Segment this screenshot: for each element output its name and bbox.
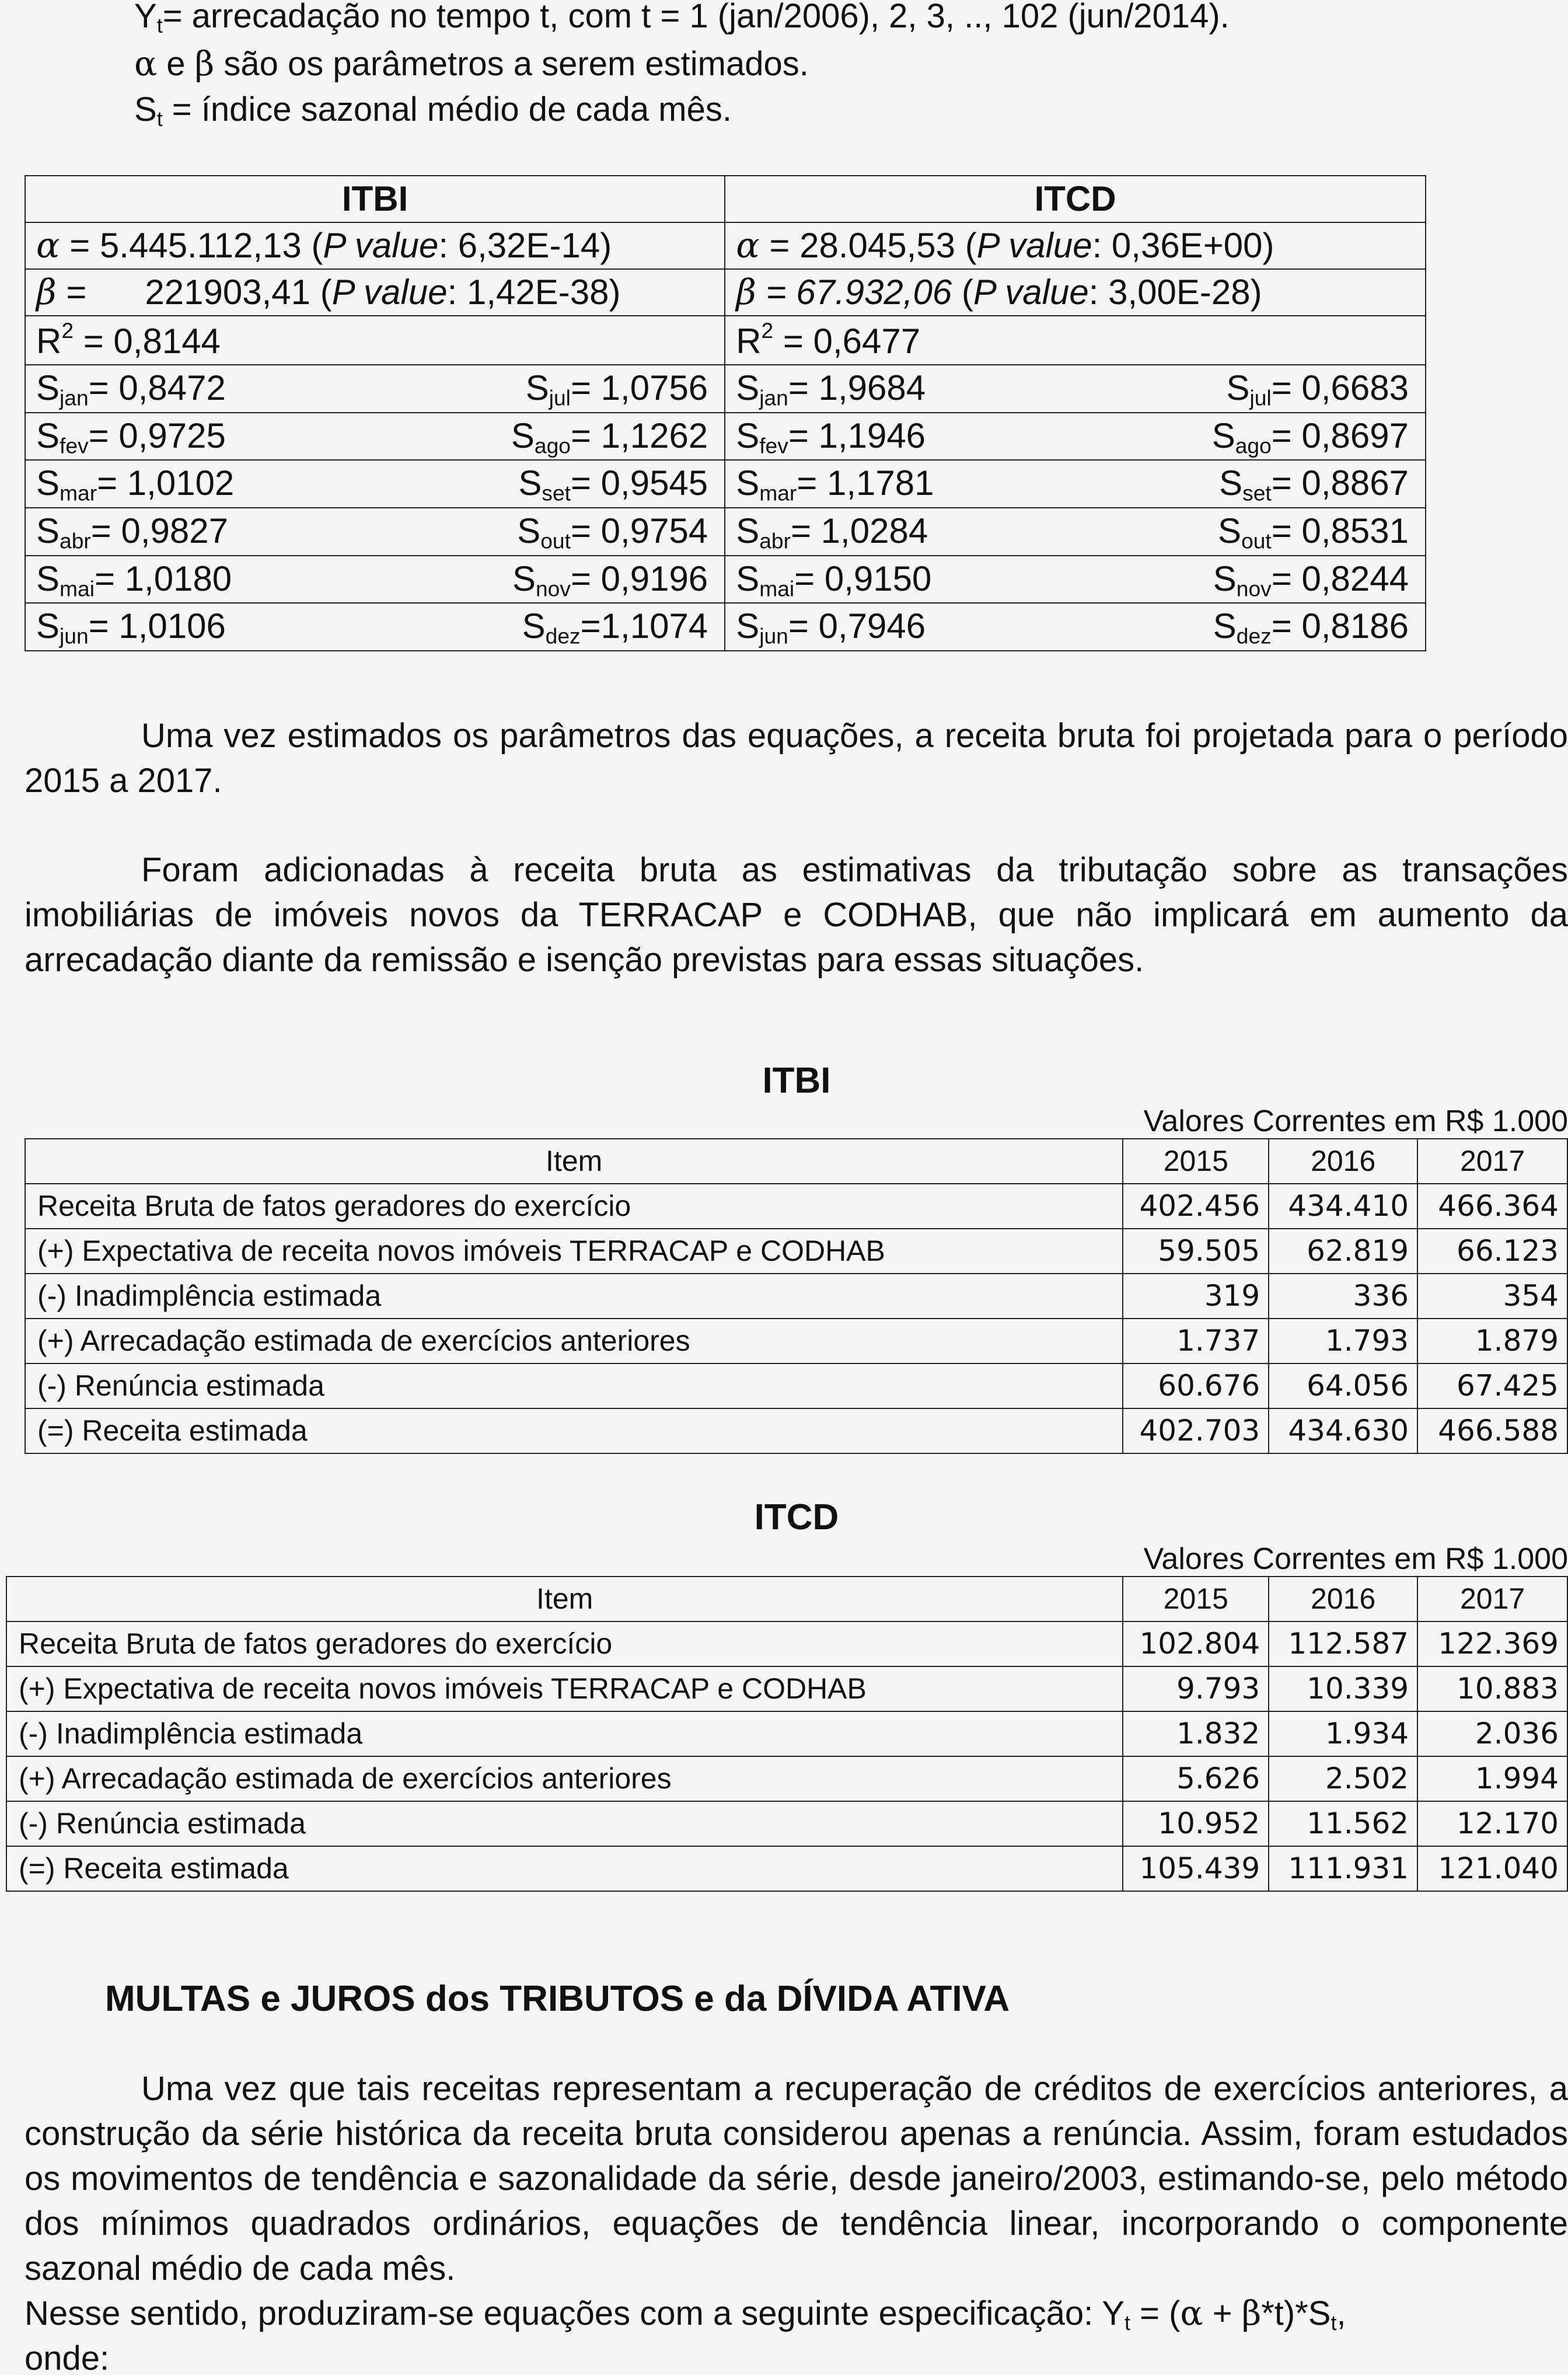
paragraph-multas-juros: Uma vez que tais receitas representam a recuperação de créditos de exercícios anteriores, a construção da série histórica da receita bruta considerou apenas a renúncia. Assim, foram estudados os movimentos de tendência e sazonalidade da série, desde janeiro/2003, estimando-se, pelo método dos mínimos quadrados ordinários, equações de tendência linear, incorporando o componente sazonal médio de cada mês. [25,2070,1568,2287]
itcd-header-item: Item [6,1577,1123,1621]
itcd-header-2017: 2017 [1417,1577,1567,1621]
table-row [25,1184,1567,1229]
paragraph-projection: Uma vez estimados os parâmetros das equações, a receita bruta foi projetada para o período 2015 a 2017. [25,717,1568,800]
itcd-header-2016: 2016 [1269,1577,1417,1621]
seasonal-index: $S_{jul}= 1,0756$ [525,368,708,410]
seasonal-row [25,365,1426,413]
table-row [6,1801,1567,1846]
row-value: 1.737 [1123,1319,1269,1363]
seasonal-index: $S_{nov}= 0,9196$ [512,559,708,601]
seasonal-index: $S_{jul}= 0,6683$ [1226,368,1409,410]
row-label: Receita Bruta de fatos geradores do exercício [25,1184,1123,1229]
seasonal-cell-itcd [725,508,1426,556]
r2-itcd: $R^2 = 0,6477$ [725,316,1426,365]
row-value: 1.832 [1123,1711,1269,1756]
row-value: 66.123 [1417,1229,1567,1274]
row-value: 60.676 [1123,1363,1269,1408]
row-label: (+) Arrecadação estimada de exercícios anteriores [25,1319,1123,1363]
row-value: 434.630 [1269,1408,1417,1453]
seasonal-index: $S_{mar}= 1,0102$ [36,463,235,505]
parameters-table [25,175,1426,651]
row-value: 2.036 [1417,1711,1567,1756]
seasonal-index: $S_{set}= 0,9545$ [518,463,708,505]
seasonal-cell-itcd [725,365,1426,413]
table-row [25,1319,1567,1363]
seasonal-index: $S_{ago}= 0,8697$ [1211,416,1409,458]
seasonal-index: $S_{dez}=1,1074$ [522,606,708,648]
paragraph-onde: onde: [25,2339,110,2375]
row-value: 112.587 [1269,1621,1417,1666]
row-label: (-) Inadimplência estimada [25,1274,1123,1319]
seasonal-cell-itbi [25,460,725,508]
seasonal-row [25,556,1426,604]
itbi-header-2015: 2015 [1123,1139,1269,1184]
table-row [6,1846,1567,1891]
seasonal-index: $S_{nov}= 0,8244$ [1213,559,1409,601]
seasonal-index: $S_{out}= 0,9754$ [517,511,708,553]
row-value: 1.879 [1417,1319,1567,1363]
table-row [6,1666,1567,1711]
itbi-table [25,1138,1568,1454]
seasonal-cell-itbi [25,508,725,556]
itbi-header-2016: 2016 [1269,1139,1417,1184]
table-row [25,1229,1567,1274]
row-value: 2.502 [1269,1756,1417,1801]
row-value: 10.883 [1417,1666,1567,1711]
seasonal-index: $S_{mai}= 1,0180$ [36,559,232,601]
seasonal-index: $S_{fev}= 0,9725$ [36,416,226,458]
seasonal-index: $S_{set}= 0,8867$ [1219,463,1409,505]
row-value: 102.804 [1123,1621,1269,1666]
seasonal-index: $S_{ago}= 1,1262$ [511,416,708,458]
row-value: 105.439 [1123,1846,1269,1891]
paragraph-terracap: Foram adicionadas à receita bruta as estimativas da tributação sobre as transações imobiliárias de imóveis novos da TERRACAP e CODHAB, que não implicará em aumento da arrecadação diante da remissão e isenção previstas para essas situações. [25,851,1568,979]
row-value: 466.364 [1417,1184,1567,1229]
itbi-table-unit: Valores Correntes em R$ 1.000 [1143,1104,1568,1138]
seasonal-index: $S_{jan}= 1,9684$ [736,368,926,410]
table-row [25,1408,1567,1453]
seasonal-cell-itcd [725,413,1426,461]
row-value: 354 [1417,1274,1567,1319]
seasonal-cell-itbi [25,365,725,413]
seasonal-row [25,603,1426,651]
row-value: 402.703 [1123,1408,1269,1453]
param-header-itcd: ITCD [725,176,1426,222]
seasonal-index: $S_{jun}= 0,7946$ [736,606,926,648]
row-value: 336 [1269,1274,1417,1319]
row-label: (=) Receita estimada [25,1408,1123,1453]
row-label: Receita Bruta de fatos geradores do exercício [6,1621,1123,1666]
row-value: 111.931 [1269,1846,1417,1891]
row-value: 1.934 [1269,1711,1417,1756]
row-label: (+) Expectativa de receita novos imóveis TERRACAP e CODHAB [25,1229,1123,1274]
row-value: 59.505 [1123,1229,1269,1274]
seasonal-cell-itbi [25,556,725,604]
alpha-itbi: α = 5.445.112,13 (P value: 6,32E-14) [25,222,725,269]
row-value: 466.588 [1417,1408,1567,1453]
row-label: (-) Renúncia estimada [25,1363,1123,1408]
definition-st: $S_t$ = índice sazonal médio de cada mês. [134,90,732,131]
table-row [6,1711,1567,1756]
itbi-header-item: Item [25,1139,1123,1184]
seasonal-index: $S_{abr}= 0,9827$ [36,511,229,553]
table-row [6,1756,1567,1801]
seasonal-row [25,508,1426,556]
row-value: 10.339 [1269,1666,1417,1711]
seasonal-index: $S_{jan}= 0,8472$ [36,368,226,410]
seasonal-index: $S_{jun}= 1,0106$ [36,606,226,648]
seasonal-index: $S_{mar}= 1,1781$ [736,463,934,505]
table-row [6,1621,1567,1666]
row-label: (-) Renúncia estimada [6,1801,1123,1846]
section-heading: MULTAS e JUROS dos TRIBUTOS e da DÍVIDA ATIVA [105,1979,1010,2019]
seasonal-cell-itcd [725,460,1426,508]
row-value: 12.170 [1417,1801,1567,1846]
itcd-table-unit: Valores Correntes em R$ 1.000 [1143,1542,1568,1576]
r2-itbi: $R^2 = 0,8144$ [25,316,725,365]
alpha-itcd: α = 28.045,53 (P value: 0,36E+00) [725,222,1426,269]
table-row [25,1274,1567,1319]
itbi-header-2017: 2017 [1417,1139,1567,1184]
row-label: (=) Receita estimada [6,1846,1123,1891]
param-header-itbi: ITBI [25,176,725,222]
seasonal-index: $S_{abr}= 1,0284$ [736,511,928,553]
beta-itcd: β = 67.932,06 (P value: 3,00E-28) [725,269,1426,316]
row-value: 319 [1123,1274,1269,1319]
row-value: 9.793 [1123,1666,1269,1711]
row-value: 5.626 [1123,1756,1269,1801]
row-value: 1.994 [1417,1756,1567,1801]
row-value: 1.793 [1269,1319,1417,1363]
definition-alpha-beta: α e β são os parâmetros a serem estimados. [134,44,809,83]
row-value: 10.952 [1123,1801,1269,1846]
seasonal-row [25,413,1426,461]
seasonal-cell-itcd [725,603,1426,651]
definition-yt: $Y_t=$ arrecadação no tempo t, com t = 1 (jan/2006), 2, 3, .., 102 (jun/2014). [134,0,1230,37]
row-value: 11.562 [1269,1801,1417,1846]
row-label: (+) Arrecadação estimada de exercícios anteriores [6,1756,1123,1801]
itcd-header-2015: 2015 [1123,1577,1269,1621]
itcd-table [6,1576,1568,1892]
row-label: (+) Expectativa de receita novos imóveis TERRACAP e CODHAB [6,1666,1123,1711]
itcd-table-title: ITCD [754,1497,839,1537]
seasonal-cell-itcd [725,556,1426,604]
table-row [25,1363,1567,1408]
seasonal-index: $S_{fev}= 1,1946$ [736,416,926,458]
row-value: 121.040 [1417,1846,1567,1891]
beta-itbi: β = 221903,41 (P value: 1,42E-38) [25,269,725,316]
seasonal-index: $S_{dez}= 0,8186$ [1213,606,1409,648]
seasonal-index: $S_{mai}= 0,9150$ [736,559,932,601]
seasonal-cell-itbi [25,413,725,461]
itbi-table-title: ITBI [762,1061,831,1101]
row-value: 402.456 [1123,1184,1269,1229]
row-value: 67.425 [1417,1363,1567,1408]
row-value: 62.819 [1269,1229,1417,1274]
row-value: 434.410 [1269,1184,1417,1229]
paragraph-equation-line: Nesse sentido, produziram-se equações com a seguinte especificação: $Y_t = (\alpha + \beta*t)*S_t$, [25,2293,1346,2335]
row-label: (-) Inadimplência estimada [6,1711,1123,1756]
seasonal-cell-itbi [25,603,725,651]
seasonal-index: $S_{out}= 0,8531$ [1218,511,1409,553]
row-value: 64.056 [1269,1363,1417,1408]
seasonal-row [25,460,1426,508]
row-value: 122.369 [1417,1621,1567,1666]
